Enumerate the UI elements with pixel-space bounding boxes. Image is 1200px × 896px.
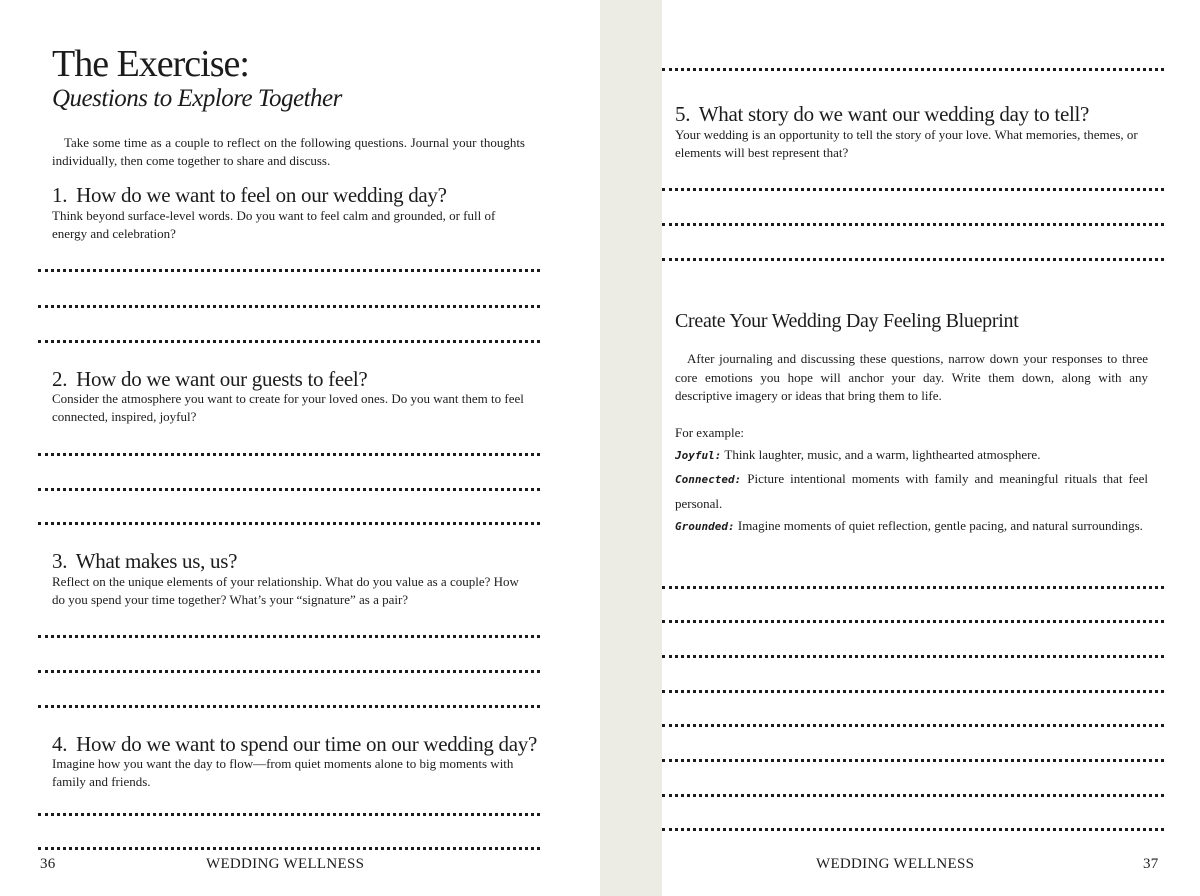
example-joyful xyxy=(675,443,1148,468)
writing-line xyxy=(662,586,1164,589)
question-number: 1. xyxy=(52,183,68,207)
writing-line xyxy=(38,670,540,673)
question-1-heading xyxy=(52,182,447,208)
page-subtitle: Questions to Explore Together xyxy=(52,85,342,112)
page-number: 36 xyxy=(40,856,56,872)
example-emotion-label: Joyful: xyxy=(675,449,722,462)
question-1-description: Think beyond surface-level words. Do you want to feel calm and grounded, or full of energy and celebration? xyxy=(52,208,496,241)
question-text: How do we want our guests to feel? xyxy=(76,367,368,391)
writing-line xyxy=(662,794,1164,797)
intro-paragraph: Take some time as a couple to reflect on the following questions. Journal your thoughts individually, then come together to share and discuss. xyxy=(52,135,525,168)
question-number: 5. xyxy=(675,102,691,126)
question-3-description: Reflect on the unique elements of your relationship. What do you value as a couple? How do you spend your time together? What’s your “signature” as a pair? xyxy=(52,574,519,607)
writing-line xyxy=(38,522,540,525)
question-text: What story do we want our wedding day to tell? xyxy=(698,102,1090,126)
question-2-heading xyxy=(52,366,367,392)
example-text: Imagine moments of quiet reflection, gentle pacing, and natural surroundings. xyxy=(737,518,1143,533)
question-text: How do we want to spend our time on our wedding day? xyxy=(76,732,537,756)
question-3-heading xyxy=(52,548,237,574)
example-emotion-label: Grounded: xyxy=(675,520,735,533)
question-4-description: Imagine how you want the day to flow—from quiet moments alone to big moments with family and friends. xyxy=(52,756,514,789)
right-page xyxy=(662,0,1200,896)
question-text: How do we want to feel on our wedding day? xyxy=(76,183,447,207)
writing-line xyxy=(38,269,540,272)
page-title: The Exercise: xyxy=(52,43,249,85)
footer-title: WEDDING WELLNESS xyxy=(206,856,365,872)
question-5-heading xyxy=(675,101,1089,127)
writing-line xyxy=(38,635,540,638)
writing-line xyxy=(662,258,1164,261)
writing-line xyxy=(38,340,540,343)
writing-line xyxy=(38,305,540,308)
question-number: 2. xyxy=(52,367,68,391)
writing-line xyxy=(38,453,540,456)
writing-line xyxy=(38,847,540,850)
writing-line xyxy=(662,188,1164,191)
question-4-heading xyxy=(52,731,537,757)
question-text: What makes us, us? xyxy=(75,549,238,573)
question-2-description: Consider the atmosphere you want to create for your loved ones. Do you want them to feel connected, inspired, joyful? xyxy=(52,391,524,424)
example-emotion-label: Connected: xyxy=(675,473,742,486)
writing-line xyxy=(662,223,1164,226)
question-5-description: Your wedding is an opportunity to tell the story of your love. What memories, themes, or elements will best represent that? xyxy=(675,127,1138,160)
writing-line xyxy=(662,828,1164,831)
example-label: For example: xyxy=(675,425,744,440)
blueprint-paragraph: After journaling and discussing these questions, narrow down your responses to three core emotions you hope will anchor your day. Write them down, along with any descriptive imagery or ideas that bring them to life. xyxy=(675,351,1148,403)
example-text: Picture intentional moments with family and meaningful rituals that feel personal. xyxy=(675,471,1149,511)
question-number: 4. xyxy=(52,732,68,756)
writing-line xyxy=(662,655,1164,658)
example-grounded xyxy=(675,514,1148,539)
example-connected xyxy=(675,467,1148,516)
example-text: Think laughter, music, and a warm, lighthearted atmosphere. xyxy=(724,447,1041,462)
writing-line xyxy=(662,690,1164,693)
question-number: 3. xyxy=(52,549,68,573)
writing-line xyxy=(662,759,1164,762)
writing-line xyxy=(38,813,540,816)
writing-line xyxy=(662,68,1164,71)
writing-line xyxy=(38,705,540,708)
footer-title: WEDDING WELLNESS xyxy=(816,856,975,872)
blueprint-heading: Create Your Wedding Day Feeling Blueprint xyxy=(675,310,1019,332)
page-number: 37 xyxy=(1143,856,1159,872)
writing-line xyxy=(38,488,540,491)
writing-line xyxy=(662,724,1164,727)
book-gutter xyxy=(600,0,662,896)
writing-line xyxy=(662,620,1164,623)
